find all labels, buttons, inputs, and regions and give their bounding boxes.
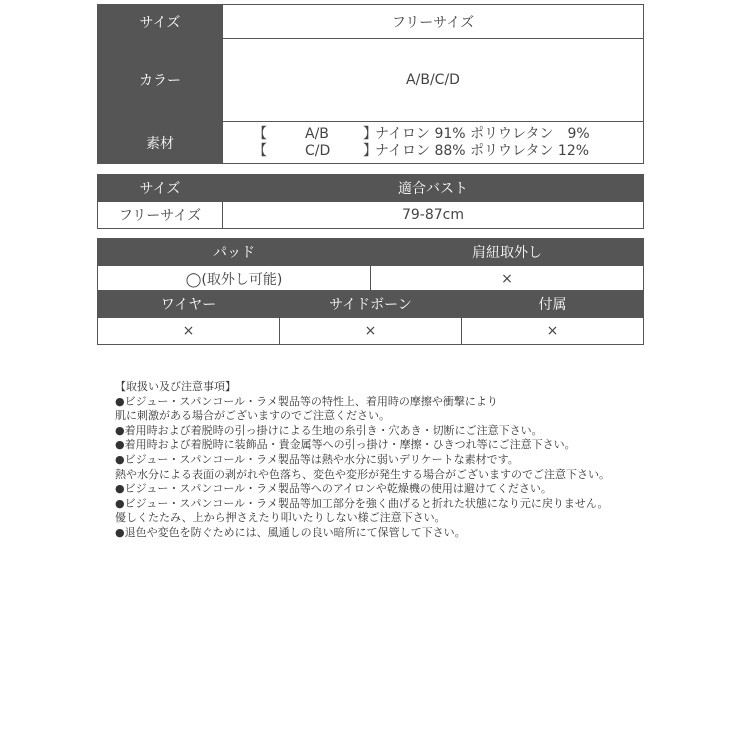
notes-line: 優しくたたみ、上から押さえたり叩いたりしない様ご注意下さい。 [115, 511, 446, 525]
color-label: カラー [98, 39, 223, 122]
accessory-header: 付属 [462, 291, 644, 318]
strap-header: 肩紐取外し [371, 239, 644, 266]
bust-size-value: フリーサイズ [98, 202, 223, 229]
material-line [253, 143, 643, 160]
material-bracket-open: 【 [253, 125, 267, 142]
wire-header: ワイヤー [98, 291, 280, 318]
material-bracket-close: 】 [363, 142, 377, 159]
pad-table [97, 238, 644, 293]
bust-header: 適合バスト [223, 175, 644, 202]
material-variant: A/B [305, 125, 329, 142]
material-composition: ナイロン 91% ポリウレタン 9% [375, 125, 590, 142]
material-line [253, 126, 643, 143]
care-notes [115, 380, 715, 541]
notes-line: ●ビジュー・スパンコール・ラメ製品等へのアイロンや乾燥機の使用は避けてください。 [115, 482, 552, 496]
notes-line: ●退色や変色を防ぐためには、風通しの良い暗所にて保管して下さい。 [115, 525, 466, 539]
bust-value: 79-87cm [223, 202, 644, 229]
accessory-value: × [462, 318, 644, 345]
notes-line: 熱や水分による表面の剥がれや色落ち、変色や変形が発生する場合がございますのでご注意下さい。 [115, 467, 610, 481]
notes-line: ●着用時および着脱時の引っ掛けによる生地の糸引き・穴あき・切断にご注意下さい。 [115, 423, 543, 437]
bone-header: サイドボーン [280, 291, 462, 318]
material-bracket-close: 】 [363, 125, 377, 142]
material-label: 素材 [98, 122, 223, 164]
spec-table [97, 4, 644, 164]
color-value: A/B/C/D [223, 39, 644, 122]
notes-line: ●着用時および着脱時に装飾品・貴金属等への引っ掛け・摩擦・ひきつれ等にご注意下さい。 [115, 438, 576, 452]
notes-title: 【取扱い及び注意事項】 [115, 380, 236, 393]
bust-table [97, 174, 644, 229]
bust-size-header: サイズ [98, 175, 223, 202]
material-bracket-open: 【 [253, 142, 267, 159]
notes-line: ●ビジュー・スパンコール・ラメ製品等加工部分を強く曲げると折れた状態になり元に戻りません。 [115, 496, 609, 510]
wire-value: × [98, 318, 280, 345]
size-value: フリーサイズ [223, 5, 644, 39]
bone-value: × [280, 318, 462, 345]
pad-value: ◯(取外し可能) [98, 266, 371, 293]
material-variant: C/D [305, 142, 331, 159]
material-value [223, 122, 644, 164]
notes-line: ●ビジュー・スパンコール・ラメ製品等は熱や水分に弱いデリケートな素材です。 [115, 452, 519, 466]
pad-header: パッド [98, 239, 371, 266]
size-label: サイズ [98, 5, 223, 39]
notes-line: 肌に刺激がある場合がございますのでご注意ください。 [115, 409, 390, 423]
option-table [97, 290, 644, 345]
notes-line: ●ビジュー・スパンコール・ラメ製品等の特性上、着用時の摩擦や衝撃により [115, 394, 498, 408]
material-composition: ナイロン 88% ポリウレタン 12% [375, 142, 590, 159]
strap-value: × [371, 266, 644, 293]
